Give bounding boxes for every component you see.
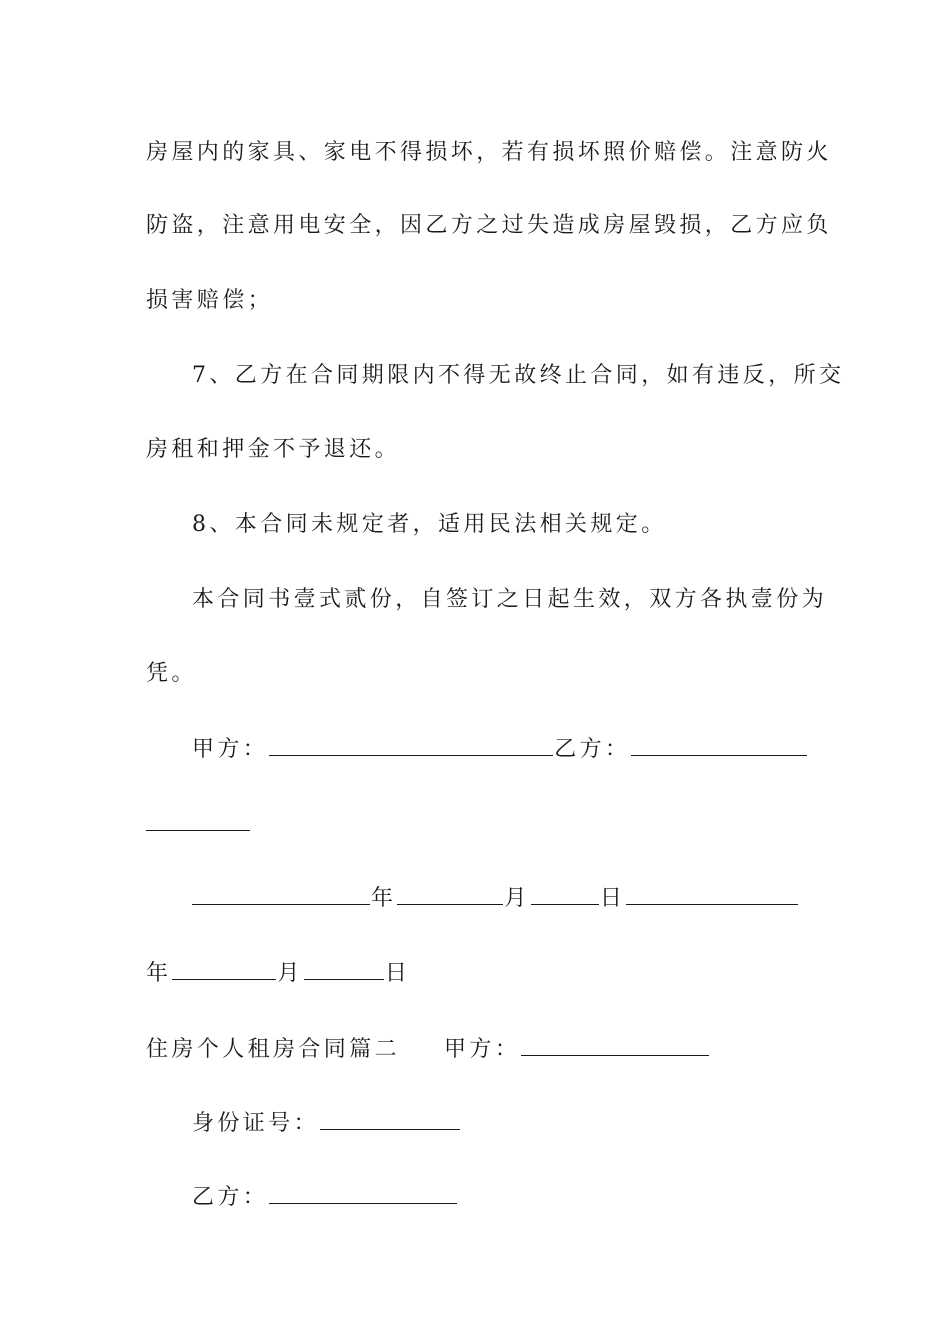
party-b-month-blank bbox=[172, 959, 276, 980]
id-number-blank bbox=[320, 1109, 460, 1130]
party-a-month-blank bbox=[397, 884, 503, 905]
date-row-continued bbox=[146, 959, 410, 988]
party-a-year-blank bbox=[192, 884, 370, 905]
paragraph-validity-line-1: 本合同书壹式贰份，自签订之日起生效，双方各执壹份为 bbox=[192, 587, 828, 612]
date-row bbox=[192, 884, 799, 913]
party-a-day-blank bbox=[531, 884, 599, 905]
party-b-signature-blank bbox=[631, 735, 807, 756]
paragraph-7-line-2: 房租和押金不予退还。 bbox=[146, 437, 401, 462]
party-b-year-label: 年 bbox=[146, 961, 172, 986]
paragraph-6-line-3: 损害赔偿； bbox=[146, 288, 274, 313]
section-2-party-b-row bbox=[192, 1183, 458, 1212]
party-b-month-label: 月 bbox=[277, 961, 303, 986]
party-a-year-label: 年 bbox=[371, 886, 397, 911]
paragraph-8-line-1: 8、本合同未规定者，适用民法相关规定。 bbox=[192, 512, 667, 537]
signature-row-continued bbox=[146, 810, 251, 839]
paragraph-6-line-1: 房屋内的家具、家电不得损坏，若有损坏照价赔偿。注意防火 bbox=[146, 140, 832, 165]
section-2-party-a-label: 甲方： bbox=[444, 1037, 521, 1062]
party-a-label: 甲方： bbox=[192, 737, 269, 762]
section-2-title: 住房个人租房合同篇二 bbox=[146, 1037, 401, 1062]
section-2-party-b-label: 乙方： bbox=[192, 1185, 269, 1210]
paragraph-validity-line-2: 凭。 bbox=[146, 661, 197, 686]
section-2-party-a-blank bbox=[521, 1035, 709, 1056]
party-b-day-blank bbox=[304, 959, 384, 980]
paragraph-6-line-2: 防盗，注意用电安全，因乙方之过失造成房屋毁损，乙方应负 bbox=[146, 213, 832, 238]
party-b-signature-blank-continued bbox=[146, 810, 250, 831]
party-a-signature-blank bbox=[269, 735, 553, 756]
party-a-month-label: 月 bbox=[504, 886, 530, 911]
section-2-header-row bbox=[146, 1035, 710, 1064]
party-b-year-blank bbox=[626, 884, 798, 905]
section-2-party-b-blank bbox=[269, 1183, 457, 1204]
party-a-day-label: 日 bbox=[599, 886, 626, 911]
id-number-row bbox=[192, 1109, 461, 1138]
paragraph-7-line-1: 7、乙方在合同期限内不得无故终止合同，如有违反，所交 bbox=[192, 363, 845, 388]
party-b-label: 乙方： bbox=[554, 737, 631, 762]
signature-row bbox=[192, 735, 808, 764]
party-b-day-label: 日 bbox=[384, 961, 411, 986]
id-number-label: 身份证号： bbox=[192, 1111, 320, 1136]
